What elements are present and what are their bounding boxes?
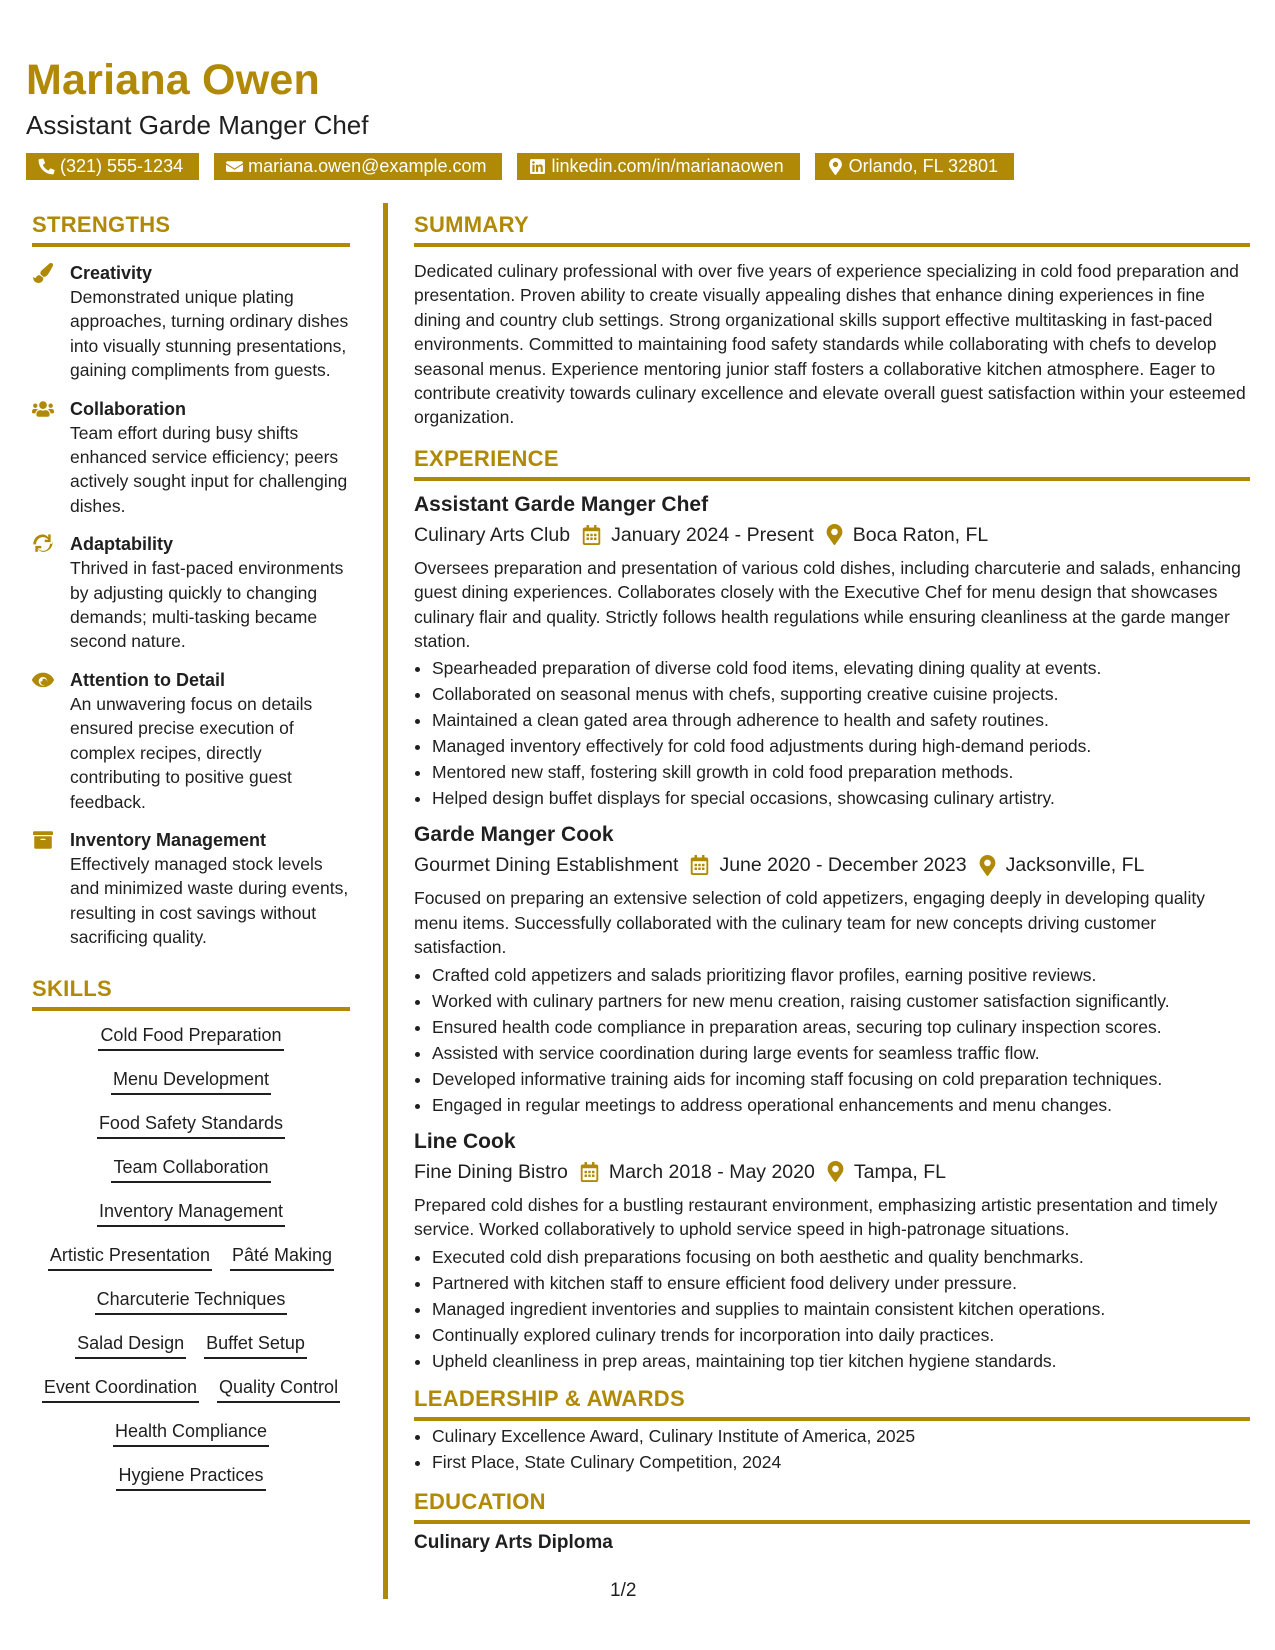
contact-linkedin-text: linkedin.com/in/marianaowen: [551, 156, 784, 176]
job-description: Prepared cold dishes for a bustling restaurant environment, emphasizing artistic presentation and timely service. Worked collaboratively to uphold service speed in high-patronage situations.: [414, 1194, 1218, 1240]
education-degree: Culinary Arts Diploma: [414, 1531, 613, 1553]
strength-desc: Effectively managed stock levels and minimized waste during events, resulting in cost savings without sacrificing quality.: [70, 853, 349, 948]
strength-title: Creativity: [70, 263, 153, 283]
strength-desc: Team effort during busy shifts enhanced service efficiency; peers actively sought input for challenging dishes.: [70, 422, 348, 516]
job-bullet: • Continually explored culinary trends for incorporation into daily practices.: [432, 1322, 1250, 1348]
strength-item: [32, 532, 350, 654]
skill-tag: Charcuterie Techniques: [95, 1287, 288, 1315]
job-description: Focused on preparing an extensive selection of cold appetizers, engaging deeply in developing quality menu items. Successfully collaborated with the culinary team for new concepts driving customer satisfaction.: [414, 888, 1205, 958]
strength-item: [32, 668, 350, 814]
contact-email[interactable]: [214, 153, 502, 180]
skill-tag: Food Safety Standards: [97, 1111, 285, 1139]
leadership-list: [414, 1423, 1250, 1475]
left-column: [32, 212, 350, 1491]
job-meta: [414, 850, 1250, 880]
job-company: Fine Dining Bistro: [414, 1160, 568, 1183]
job-company: Culinary Arts Club: [414, 523, 571, 546]
job-entry: [414, 821, 1250, 1117]
skill-tag: Inventory Management: [97, 1199, 285, 1227]
summary-heading: SUMMARY: [414, 212, 1250, 247]
leadership-heading: LEADERSHIP & AWARDS: [414, 1386, 1250, 1421]
skill-tag: Menu Development: [111, 1067, 271, 1095]
job-title: Garde Manger Cook: [414, 823, 614, 847]
skills-list: [32, 1023, 350, 1491]
strength-desc: Thrived in fast-paced environments by adjusting quickly to changing demands; multi-tasking became second nature.: [70, 558, 344, 652]
strength-desc: Demonstrated unique plating approaches, turning ordinary dishes into visually stunning presentations, gaining compliments from guests.: [70, 287, 349, 381]
strength-desc: An unwavering focus on details ensured precise execution of complex recipes, directly contributing to positive guest feedback.: [70, 693, 313, 812]
job-bullet: • Developed informative training aids for incoming staff focusing on cold preparation techniques.: [432, 1066, 1250, 1092]
job-bullet: • Upheld cleanliness in prep areas, maintaining top tier kitchen hygiene standards.: [432, 1348, 1250, 1374]
job-meta: [414, 520, 1250, 550]
contact-linkedin[interactable]: [517, 153, 799, 180]
contact-phone[interactable]: [26, 153, 199, 180]
job-bullet: • Spearheaded preparation of diverse cold food items, elevating dining quality at events.: [432, 655, 1250, 681]
envelope-icon: [226, 158, 243, 175]
job-location: Jacksonville, FL: [1005, 854, 1145, 877]
skills-heading: SKILLS: [32, 976, 350, 1011]
paintbrush-icon: [32, 263, 54, 283]
summary-text: Dedicated culinary professional with over five years of experience specializing in cold food preparation and presentation. Proven ability to create visually appealing dishes that enhance dining experiences in fine dining and country club settings. Strong organizational skills support effective multitasking in fast-paced environments. Committed to maintaining food safety standards while collaborating with chefs to develop seasonal menus. Experience mentoring junior staff fosters a collaborative kitchen atmosphere. Eager to contribute creativity towards culinary excellence and elevate overall guest satisfaction within your esteemed organization.: [414, 261, 1246, 428]
job-dates: January 2024 - Present: [611, 523, 814, 546]
strength-item: [32, 261, 350, 383]
calendar-icon: [580, 1162, 599, 1182]
map-pin-icon: [826, 524, 843, 545]
contact-location: [815, 153, 1014, 180]
contact-email-text: mariana.owen@example.com: [248, 156, 487, 176]
job-bullets: [414, 962, 1250, 1118]
job-bullet: • Ensured health code compliance in preparation areas, securing top culinary inspection scores.: [432, 1014, 1250, 1040]
job-bullet: • Crafted cold appetizers and salads prioritizing flavor profiles, earning positive reviews.: [432, 962, 1250, 988]
skill-tag: Event Coordination: [42, 1375, 199, 1403]
skill-tag: Buffet Setup: [204, 1331, 307, 1359]
job-bullet: • Collaborated on seasonal menus with chefs, supporting creative cuisine projects.: [432, 681, 1250, 707]
contact-phone-text: (321) 555-1234: [60, 156, 184, 176]
strength-item: [32, 828, 350, 950]
map-pin-icon: [827, 1161, 844, 1182]
strength-title: Attention to Detail: [70, 669, 225, 690]
strength-title: Adaptability: [70, 534, 174, 555]
job-company: Gourmet Dining Establishment: [414, 854, 679, 877]
skill-tag: Salad Design: [75, 1331, 186, 1359]
strength-title: Collaboration: [70, 398, 186, 419]
candidate-title: Assistant Garde Manger Chef: [26, 110, 369, 140]
job-dates: June 2020 - December 2023: [719, 854, 967, 877]
contact-bar: [26, 153, 1014, 180]
skill-tag: Hygiene Practices: [116, 1463, 265, 1491]
job-bullet: • Assisted with service coordination during large events for seamless traffic flow.: [432, 1040, 1250, 1066]
skill-tag: Cold Food Preparation: [98, 1023, 283, 1051]
job-title: Line Cook: [414, 1129, 516, 1153]
right-column: [414, 212, 1250, 1554]
job-bullet: • Executed cold dish preparations focusing on both aesthetic and quality benchmarks.: [432, 1244, 1250, 1270]
skill-tag: Artistic Presentation: [48, 1243, 212, 1271]
skill-tag: Team Collaboration: [111, 1155, 270, 1183]
job-bullet: • Worked with culinary partners for new menu creation, raising customer satisfaction significantly.: [432, 988, 1250, 1014]
candidate-name: Mariana Owen: [26, 56, 320, 104]
job-bullet: • Engaged in regular meetings to address operational enhancements and menu changes.: [432, 1092, 1250, 1118]
calendar-icon: [690, 855, 709, 875]
calendar-icon: [582, 525, 601, 545]
experience-heading: EXPERIENCE: [414, 446, 1250, 481]
job-bullet: • Partnered with kitchen staff to ensure efficient food delivery under pressure.: [432, 1270, 1250, 1296]
job-bullet: • Helped design buffet displays for special occasions, showcasing culinary artistry.: [432, 785, 1250, 811]
job-title: Assistant Garde Manger Chef: [414, 492, 709, 516]
job-location: Tampa, FL: [853, 1160, 946, 1183]
skill-tag: Quality Control: [217, 1375, 340, 1403]
strengths-heading: STRENGTHS: [32, 212, 350, 247]
skill-tag: Health Compliance: [113, 1419, 269, 1447]
job-description: Oversees preparation and presentation of various cold dishes, including charcuterie and salads, enhancing guest dining experiences. Collaborates closely with the Executive Chef for menu design that showcases culinary flair and quality. Strictly follows health regulations while ensuring cleanliness at the garde manger station.: [414, 557, 1241, 652]
skill-tag: Pâté Making: [230, 1243, 334, 1271]
phone-icon: [38, 158, 55, 175]
job-bullet: • Managed ingredient inventories and supplies to maintain consistent kitchen operations.: [432, 1296, 1250, 1322]
job-dates: March 2018 - May 2020: [608, 1160, 815, 1183]
column-divider: [383, 203, 388, 1599]
refresh-icon: [32, 534, 54, 554]
award-item: • Culinary Excellence Award, Culinary Institute of America, 2025: [432, 1423, 1250, 1449]
linkedin-icon: [529, 158, 546, 175]
job-entry: [414, 491, 1250, 812]
job-bullet: • Maintained a clean gated area through adherence to health and safety routines.: [432, 707, 1250, 733]
job-bullet: • Mentored new staff, fostering skill growth in cold food preparation methods.: [432, 759, 1250, 785]
eye-icon: [32, 670, 54, 690]
map-pin-icon: [979, 855, 996, 876]
box-icon: [32, 830, 54, 850]
users-icon: [32, 399, 54, 419]
job-bullets: [414, 1244, 1250, 1374]
job-meta: [414, 1157, 1250, 1187]
education-heading: EDUCATION: [414, 1489, 1250, 1524]
job-entry: [414, 1128, 1250, 1374]
contact-location-text: Orlando, FL 32801: [848, 156, 999, 176]
strength-title: Inventory Management: [70, 829, 267, 850]
page-number: 1/2: [610, 1580, 637, 1601]
job-bullet: • Managed inventory effectively for cold food adjustments during high-demand periods.: [432, 733, 1250, 759]
job-bullets: [414, 655, 1250, 811]
job-location: Boca Raton, FL: [852, 523, 989, 546]
strength-item: [32, 397, 350, 519]
award-item: • First Place, State Culinary Competition, 2024: [432, 1449, 1250, 1475]
map-pin-icon: [827, 158, 844, 175]
